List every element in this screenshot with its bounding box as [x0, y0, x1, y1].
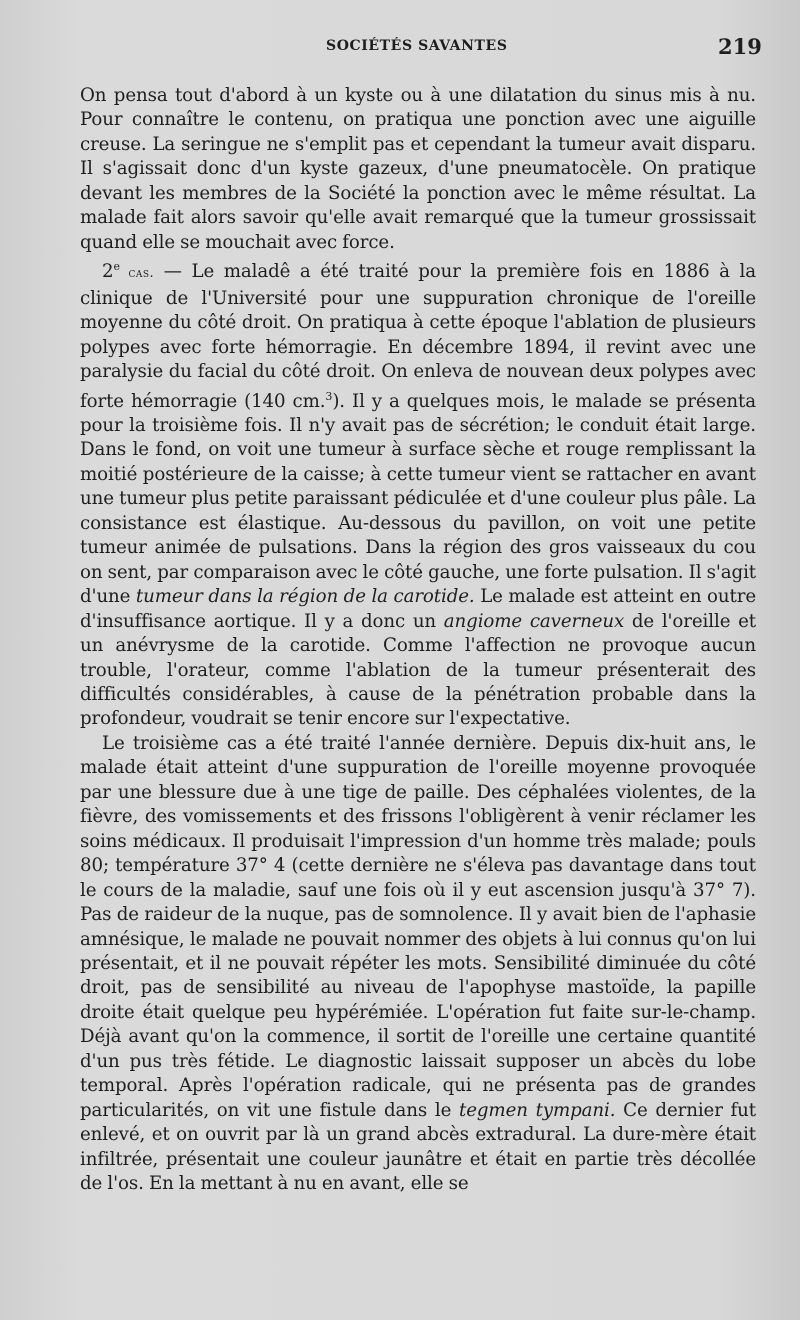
text-segment: Ce dernier fut enlevé, et on ouvrit par là un grand abcès extradural. La dure-mère était infiltrée, présentait une couleur jaunâtre et était en partie très décollée de l'os. En la mettant à nu en avant, elle se	[80, 1099, 756, 1195]
text-segment: de l'oreille et un anévrysme de la carotide. Comme l'affection ne provoque aucun trouble, l'orateur, comme l'ablation de la tumeur présenterait des difficultés considérables, à cause de la pénétration probable dans la profondeur, voudrait se tenir encore sur l'expectative.	[80, 610, 756, 730]
text-segment: Le malade est atteint en outre d'insuffisance aortique. Il y a donc un	[80, 586, 756, 632]
text-segment: tumeur dans la région de la carotide.	[135, 586, 475, 608]
text-segment: e	[113, 260, 120, 274]
text-segment: Le troisième cas a été traité l'année dernière. Depuis dix-huit ans, le malade était atteint d'une suppuration de l'oreille moyenne provoquée par une blessure due à une tige de paille. Des céphalées violentes, de la fièvre, des vomissements et des frissons l'obligèrent à venir réclamer les soins médicaux. Il produisait l'impression d'un homme très malade; pouls 80; température 37° 4 (cette dernière ne s'éleva pas davantage dans tout le cours de la maladie, sauf une fois où il y eut ascension jusqu'à 37° 7). Pas de raideur de la nuque, pas de somnolence. Il y avait bien de l'aphasie amnésique, le malade ne pouvait nommer des objets à lui connus qu'on lui présentait, et il ne pouvait répéter les mots. Sensibilité diminuée du côté droit, pas de sensibilité au niveau de l'apophyse mastoïde, la papille droite était quelque peu hypérémiée. L'opération fut faite sur-le-champ. Déjà avant qu'on la commence, il sortit de l'oreille une certaine quantité d'un pus très fétide. Le diagnostic laissait supposer un abcès du lobe temporal. Après l'opération radicale, qui ne présenta pas de grandes particularités, on vit une fistule dans le	[80, 732, 756, 1121]
text-segment: 3	[325, 389, 333, 403]
paragraph	[80, 255, 756, 732]
page-header	[0, 36, 800, 60]
paragraph	[80, 732, 756, 1197]
body-text	[80, 84, 756, 1197]
text-segment: On pensa tout d'abord à un kyste ou à une dilatation du sinus mis à nu. Pour connaître le contenu, on pratiqua une ponction avec une aiguille creuse. La seringue ne s'emplit pas et cependant la tumeur avait disparu. Il s'agissait donc d'un kyste gazeux, d'une pneumatocèle. On pratique devant les membres de la Société la ponction avec le même résultat. La malade fait alors savoir qu'elle avait remarqué que la tumeur grossissait quand elle se mouchait avec force.	[80, 85, 756, 253]
paragraph	[80, 84, 756, 255]
page-number: 219	[718, 34, 762, 59]
text-segment: cas.	[119, 266, 155, 282]
text-segment: ). Il y a quelques mois, le malade se présenta pour la troisième fois. Il n'y avait pas de sécrétion; le conduit était large. Dans le fond, on voit une tumeur à surface sèche et rouge remplissant la moitié postérieure de la caisse; à cette tumeur vient se rattacher en avant une tumeur plus petite paraissant pédiculée et d'une couleur plus pâle. La consistance est élastique. Au-dessous du pavillon, on voit une petite tumeur animée de pulsations. Dans la région des gros vaisseaux du cou on sent, par comparaison avec le côté gauche, une forte pulsation. Il s'agit d'une	[80, 390, 756, 608]
text-segment: — Le maladê a été traité pour la première fois en 1886 à la clinique de l'Université pour une suppuration chronique de l'oreille moyenne du côté droit. On pratiqua à cette époque l'ablation de plusieurs polypes avec forte hémorragie. En décembre 1894, il revint avec une paralysie du facial du côté droit. On enleva de nouvean deux polypes avec forte hémorragie (140 cm.	[80, 261, 756, 412]
text-segment: tegmen tympani.	[459, 1099, 616, 1121]
text-segment: angiome caverneux	[443, 610, 625, 632]
text-segment: 2	[102, 261, 114, 283]
running-title: SOCIÉTÉS SAVANTES	[326, 38, 508, 54]
